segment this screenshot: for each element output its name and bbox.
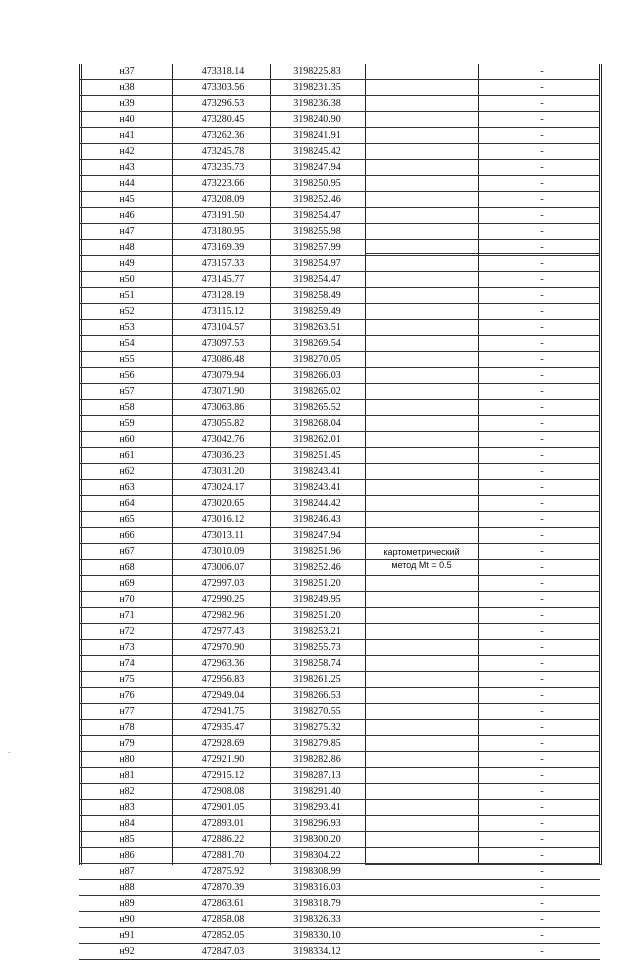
point-name-cell: н84 [119,818,135,829]
y-coordinate-cell: 3198270.05 [293,354,341,365]
point-name-cell: н50 [119,274,135,285]
accuracy-mark-cell: - [540,786,544,797]
y-coordinate-cell: 3198269.54 [293,338,341,349]
accuracy-mark-cell: - [540,162,544,173]
y-coordinate-cell: 3198262.01 [293,434,341,445]
x-coordinate-cell: 473245.78 [201,146,245,157]
accuracy-mark-cell: - [540,546,544,557]
accuracy-mark-cell: - [540,194,544,205]
accuracy-mark-cell: - [540,242,544,253]
y-coordinate-cell: 3198251.96 [293,546,341,557]
table-row [79,192,600,208]
accuracy-mark-cell: - [540,562,544,573]
y-coordinate-cell: 3198279.85 [293,738,341,749]
table-row [79,400,600,416]
table-row [79,208,600,224]
table-row [79,304,600,320]
y-coordinate-cell: 3198254.47 [293,274,341,285]
y-coordinate-cell: 3198316.03 [293,882,341,893]
point-name-cell: н69 [119,578,135,589]
point-name-cell: н42 [119,146,135,157]
x-coordinate-cell: 473128.19 [201,290,245,301]
x-coordinate-cell: 472847.03 [201,946,245,957]
y-coordinate-cell: 3198254.97 [293,258,341,269]
x-coordinate-cell: 473303.56 [201,82,245,93]
y-coordinate-cell: 3198334.12 [293,946,341,957]
y-coordinate-cell: 3198250.95 [293,178,341,189]
table-border-right-inner [601,64,602,865]
point-name-cell: н68 [119,562,135,573]
y-coordinate-cell: 3198270.55 [293,706,341,717]
table-row [79,592,600,608]
x-coordinate-cell: 472941.75 [201,706,245,717]
y-coordinate-cell: 3198300.20 [293,834,341,845]
x-coordinate-cell: 472956.83 [201,674,245,685]
x-coordinate-cell: 473079.94 [201,370,245,381]
table-row [79,128,600,144]
y-coordinate-cell: 3198252.46 [293,194,341,205]
y-coordinate-cell: 3198261.25 [293,674,341,685]
x-coordinate-cell: 472881.70 [201,850,245,861]
accuracy-mark-cell: - [540,98,544,109]
x-coordinate-cell: 473013.11 [201,530,245,541]
accuracy-mark-cell: - [540,770,544,781]
accuracy-mark-cell: - [540,402,544,413]
accuracy-mark-cell: - [540,82,544,93]
point-name-cell: н61 [119,450,135,461]
x-coordinate-cell: 473020.65 [201,498,245,509]
y-coordinate-cell: 3198263.51 [293,322,341,333]
x-coordinate-cell: 473063.86 [201,402,245,413]
x-coordinate-cell: 472928.69 [201,738,245,749]
point-name-cell: н63 [119,482,135,493]
y-coordinate-cell: 3198247.94 [293,162,341,173]
accuracy-mark-cell: - [540,594,544,605]
point-name-cell: н40 [119,114,135,125]
y-coordinate-cell: 3198268.04 [293,418,341,429]
table-row [79,256,600,272]
table-row [79,688,600,704]
accuracy-mark-cell: - [540,834,544,845]
y-coordinate-cell: 3198326.33 [293,914,341,925]
x-coordinate-cell: 472875.92 [201,866,245,877]
x-coordinate-cell: 472997.03 [201,578,245,589]
table-row [79,224,600,240]
table-row [79,368,600,384]
x-coordinate-cell: 473180.95 [201,226,245,237]
point-name-cell: н64 [119,498,135,509]
table-row [79,944,600,960]
accuracy-mark-cell: - [540,610,544,621]
point-name-cell: н60 [119,434,135,445]
y-coordinate-cell: 3198255.98 [293,226,341,237]
point-name-cell: н67 [119,546,135,557]
accuracy-mark-cell: - [540,290,544,301]
point-name-cell: н37 [119,66,135,77]
x-coordinate-cell: 472935.47 [201,722,245,733]
point-name-cell: н82 [119,786,135,797]
x-coordinate-cell: 472858.08 [201,914,245,925]
table-row [79,752,600,768]
accuracy-mark-cell: - [540,114,544,125]
method-note-line-2: метод Mt = 0.5 [391,560,452,570]
accuracy-mark-cell: - [540,226,544,237]
y-coordinate-cell: 3198240.90 [293,114,341,125]
table-row [79,720,600,736]
table-row [79,80,600,96]
table-row [79,160,600,176]
y-coordinate-cell: 3198254.47 [293,210,341,221]
point-name-cell: н47 [119,226,135,237]
accuracy-mark-cell: - [540,690,544,701]
x-coordinate-cell: 473097.53 [201,338,245,349]
accuracy-mark-cell: - [540,882,544,893]
point-name-cell: н80 [119,754,135,765]
table-row [79,560,600,576]
x-coordinate-cell: 473016.12 [201,514,245,525]
x-coordinate-cell: 472893.01 [201,818,245,829]
x-coordinate-cell: 472990.25 [201,594,245,605]
table-row [79,784,600,800]
y-coordinate-cell: 3198265.02 [293,386,341,397]
table-row [79,768,600,784]
point-name-cell: н55 [119,354,135,365]
table-row [79,272,600,288]
table-row [79,112,600,128]
y-coordinate-cell: 3198304.22 [293,850,341,861]
x-coordinate-cell: 473024.17 [201,482,245,493]
x-coordinate-cell: 472870.39 [201,882,245,893]
x-coordinate-cell: 473296.53 [201,98,245,109]
point-name-cell: н59 [119,418,135,429]
point-name-cell: н44 [119,178,135,189]
accuracy-mark-cell: - [540,530,544,541]
x-coordinate-cell: 473169.39 [201,242,245,253]
accuracy-mark-cell: - [540,130,544,141]
x-coordinate-cell: 472886.22 [201,834,245,845]
accuracy-mark-cell: - [540,642,544,653]
point-name-cell: н89 [119,898,135,909]
table-row [79,576,600,592]
table-row [79,448,600,464]
y-coordinate-cell: 3198251.45 [293,450,341,461]
point-name-cell: н77 [119,706,135,717]
table-row [79,96,600,112]
table-row [79,176,600,192]
x-coordinate-cell: 472982.96 [201,610,245,621]
point-name-cell: н41 [119,130,135,141]
table-row [79,864,600,880]
x-coordinate-cell: 473055.82 [201,418,245,429]
point-name-cell: н49 [119,258,135,269]
method-note [366,546,477,572]
x-coordinate-cell: 473010.09 [201,546,245,557]
accuracy-mark-cell: - [540,274,544,285]
x-coordinate-cell: 473208.09 [201,194,245,205]
x-coordinate-cell: 473223.66 [201,178,245,189]
point-name-cell: н71 [119,610,135,621]
accuracy-mark-cell: - [540,66,544,77]
x-coordinate-cell: 473086.48 [201,354,245,365]
y-coordinate-cell: 3198266.03 [293,370,341,381]
accuracy-mark-cell: - [540,418,544,429]
y-coordinate-cell: 3198236.38 [293,98,341,109]
accuracy-mark-cell: - [540,146,544,157]
y-coordinate-cell: 3198257.99 [293,242,341,253]
point-name-cell: н45 [119,194,135,205]
accuracy-mark-cell: - [540,578,544,589]
accuracy-mark-cell: - [540,738,544,749]
point-name-cell: н81 [119,770,135,781]
point-name-cell: н73 [119,642,135,653]
table-row [79,624,600,640]
x-coordinate-cell: 472921.90 [201,754,245,765]
point-name-cell: н92 [119,946,135,957]
table-row [79,896,600,912]
table-row [79,672,600,688]
table-row [79,512,600,528]
accuracy-mark-cell: - [540,754,544,765]
y-coordinate-cell: 3198275.32 [293,722,341,733]
accuracy-mark-cell: - [540,258,544,269]
x-coordinate-cell: 472852.05 [201,930,245,941]
accuracy-mark-cell: - [540,370,544,381]
y-coordinate-cell: 3198252.46 [293,562,341,573]
x-coordinate-cell: 473006.07 [201,562,245,573]
accuracy-mark-cell: - [540,338,544,349]
x-coordinate-cell: 473280.45 [201,114,245,125]
y-coordinate-cell: 3198245.42 [293,146,341,157]
x-coordinate-cell: 473235.73 [201,162,245,173]
accuracy-mark-cell: - [540,850,544,861]
point-name-cell: н51 [119,290,135,301]
x-coordinate-cell: 473071.90 [201,386,245,397]
accuracy-mark-cell: - [540,354,544,365]
y-coordinate-cell: 3198247.94 [293,530,341,541]
table-row [79,496,600,512]
table-row [79,880,600,896]
accuracy-mark-cell: - [540,818,544,829]
y-coordinate-cell: 3198308.99 [293,866,341,877]
x-coordinate-cell: 472915.12 [201,770,245,781]
table-row [79,736,600,752]
table-row [79,816,600,832]
accuracy-mark-cell: - [540,866,544,877]
accuracy-mark-cell: - [540,674,544,685]
accuracy-mark-cell: - [540,498,544,509]
y-coordinate-cell: 3198251.20 [293,578,341,589]
accuracy-mark-cell: - [540,802,544,813]
y-coordinate-cell: 3198258.49 [293,290,341,301]
point-name-cell: н39 [119,98,135,109]
accuracy-mark-cell: - [540,930,544,941]
point-name-cell: н38 [119,82,135,93]
y-coordinate-cell: 3198255.73 [293,642,341,653]
point-name-cell: н53 [119,322,135,333]
y-coordinate-cell: 3198318.79 [293,898,341,909]
table-row [79,384,600,400]
x-coordinate-cell: 473318.14 [201,66,245,77]
accuracy-mark-cell: - [540,322,544,333]
point-name-cell: н75 [119,674,135,685]
table-row [79,928,600,944]
accuracy-mark-cell: - [540,658,544,669]
point-name-cell: н58 [119,402,135,413]
x-coordinate-cell: 472863.61 [201,898,245,909]
table-row [79,544,600,560]
point-name-cell: н85 [119,834,135,845]
accuracy-mark-cell: - [540,626,544,637]
point-name-cell: н91 [119,930,135,941]
table-row [79,608,600,624]
y-coordinate-cell: 3198243.41 [293,482,341,493]
y-coordinate-cell: 3198287.13 [293,770,341,781]
accuracy-mark-cell: - [540,306,544,317]
y-coordinate-cell: 3198251.20 [293,610,341,621]
x-coordinate-cell: 473036.23 [201,450,245,461]
table-row [79,320,600,336]
table-row [79,480,600,496]
point-name-cell: н57 [119,386,135,397]
point-name-cell: н78 [119,722,135,733]
table-row [79,832,600,848]
x-coordinate-cell: 473031.20 [201,466,245,477]
accuracy-mark-cell: - [540,914,544,925]
table-row [79,528,600,544]
point-name-cell: н79 [119,738,135,749]
x-coordinate-cell: 473262.36 [201,130,245,141]
table-row [79,704,600,720]
y-coordinate-cell: 3198266.53 [293,690,341,701]
x-coordinate-cell: 473191.50 [201,210,245,221]
point-name-cell: н46 [119,210,135,221]
point-name-cell: н86 [119,850,135,861]
accuracy-mark-cell: - [540,706,544,717]
accuracy-mark-cell: - [540,946,544,957]
table-row [79,240,600,256]
table-row [79,912,600,928]
point-name-cell: н56 [119,370,135,381]
table-row [79,656,600,672]
x-coordinate-cell: 472970.90 [201,642,245,653]
y-coordinate-cell: 3198231.35 [293,82,341,93]
x-coordinate-cell: 473104.57 [201,322,245,333]
accuracy-mark-cell: - [540,434,544,445]
table-row [79,416,600,432]
accuracy-mark-cell: - [540,722,544,733]
y-coordinate-cell: 3198259.49 [293,306,341,317]
accuracy-mark-cell: - [540,466,544,477]
table-row [79,800,600,816]
y-coordinate-cell: 3198293.41 [293,802,341,813]
accuracy-mark-cell: - [540,386,544,397]
y-coordinate-cell: 3198243.41 [293,466,341,477]
point-name-cell: н66 [119,530,135,541]
table-row [79,464,600,480]
point-name-cell: н74 [119,658,135,669]
point-name-cell: н48 [119,242,135,253]
x-coordinate-cell: 473115.12 [201,306,245,317]
accuracy-mark-cell: - [540,210,544,221]
x-coordinate-cell: 473157.33 [201,258,245,269]
table-row [79,288,600,304]
method-note-line-1: картометрический [383,547,460,557]
accuracy-mark-cell: - [540,450,544,461]
x-coordinate-cell: 472963.36 [201,658,245,669]
y-coordinate-cell: 3198249.95 [293,594,341,605]
table-row [79,336,600,352]
accuracy-mark-cell: - [540,898,544,909]
stray-mark: - [8,748,11,756]
point-name-cell: н87 [119,866,135,877]
table-row [79,432,600,448]
y-coordinate-cell: 3198244.42 [293,498,341,509]
y-coordinate-cell: 3198330.10 [293,930,341,941]
point-name-cell: н90 [119,914,135,925]
y-coordinate-cell: 3198253.21 [293,626,341,637]
table-row [79,352,600,368]
y-coordinate-cell: 3198225.83 [293,66,341,77]
point-name-cell: н52 [119,306,135,317]
y-coordinate-cell: 3198296.93 [293,818,341,829]
point-name-cell: н76 [119,690,135,701]
x-coordinate-cell: 472949.04 [201,690,245,701]
table-row [79,64,600,80]
table-row [79,144,600,160]
point-name-cell: н62 [119,466,135,477]
x-coordinate-cell: 473042.76 [201,434,245,445]
table-row [79,640,600,656]
y-coordinate-cell: 3198258.74 [293,658,341,669]
point-name-cell: н65 [119,514,135,525]
accuracy-mark-cell: - [540,178,544,189]
y-coordinate-cell: 3198246.43 [293,514,341,525]
y-coordinate-cell: 3198265.52 [293,402,341,413]
point-name-cell: н83 [119,802,135,813]
x-coordinate-cell: 472977.43 [201,626,245,637]
point-name-cell: н54 [119,338,135,349]
point-name-cell: н70 [119,594,135,605]
point-name-cell: н88 [119,882,135,893]
y-coordinate-cell: 3198291.40 [293,786,341,797]
x-coordinate-cell: 472908.08 [201,786,245,797]
accuracy-mark-cell: - [540,514,544,525]
point-name-cell: н43 [119,162,135,173]
y-coordinate-cell: 3198241.91 [293,130,341,141]
table-row [79,848,600,864]
x-coordinate-cell: 472901.05 [201,802,245,813]
point-name-cell: н72 [119,626,135,637]
y-coordinate-cell: 3198282.86 [293,754,341,765]
x-coordinate-cell: 473145.77 [201,274,245,285]
accuracy-mark-cell: - [540,482,544,493]
